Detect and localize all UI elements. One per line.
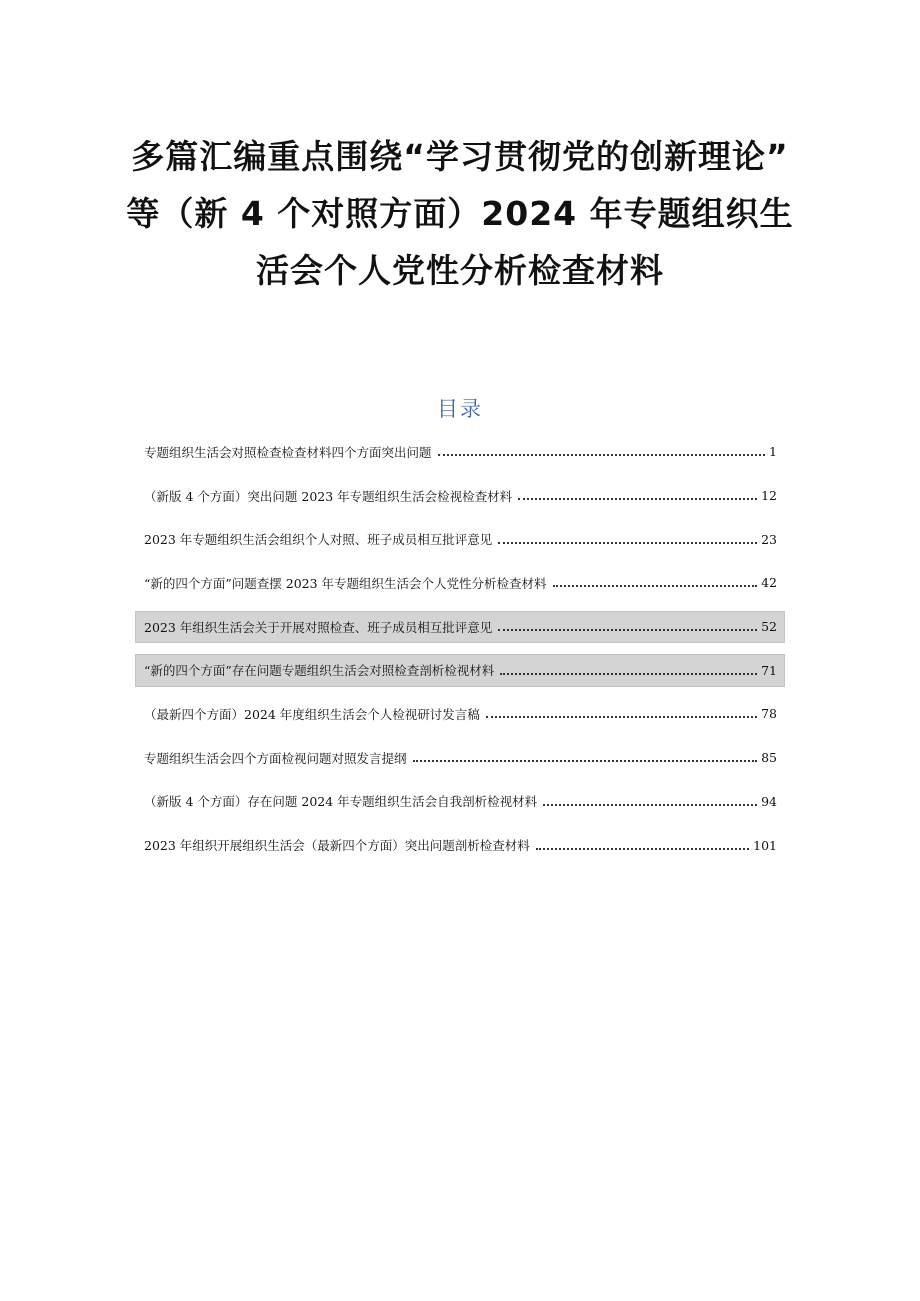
toc-entry-page: 23 <box>761 531 777 547</box>
toc-entry-title: 专题组织生活会对照检查检查材料四个方面突出问题 <box>144 444 432 460</box>
toc-dot-leader <box>536 847 749 850</box>
toc-entry[interactable] <box>135 430 785 474</box>
toc-entry[interactable] <box>135 474 785 518</box>
toc-entry-title: “新的四个方面”存在问题专题组织生活会对照检查剖析检视材料 <box>144 663 495 679</box>
toc-dot-leader <box>518 497 757 500</box>
title-line-2: 等（新 4 个对照方面）2024 年专题组织生 <box>126 194 794 233</box>
toc-dot-leader <box>413 759 758 762</box>
toc-entry-title: 2023 年组织生活会关于开展对照检查、班子成员相互批评意见 <box>144 619 493 635</box>
title-line-1: 多篇汇编重点围绕“学习贯彻党的创新理论” <box>131 137 789 176</box>
toc-entry-page: 71 <box>761 662 777 678</box>
toc-entry[interactable] <box>135 561 785 605</box>
toc-entry-page: 101 <box>753 837 777 853</box>
title-line-3: 活会个人党性分析检查材料 <box>256 251 664 290</box>
toc-entry-title: （新版 4 个方面）存在问题 2024 年专题组织生活会自我剖析检视材料 <box>144 794 538 810</box>
toc-dot-leader <box>438 453 766 456</box>
toc-dot-leader <box>500 672 757 675</box>
toc-heading: 目录 <box>437 397 483 421</box>
toc-entry-page: 94 <box>761 793 777 809</box>
table-of-contents <box>135 430 785 867</box>
toc-entry-title: 专题组织生活会四个方面检视问题对照发言提纲 <box>144 750 407 766</box>
toc-entry[interactable] <box>135 736 785 780</box>
toc-entry-title: 2023 年专题组织生活会组织个人对照、班子成员相互批评意见 <box>144 532 493 548</box>
toc-entry-highlighted[interactable] <box>135 648 785 692</box>
toc-dot-leader <box>486 715 757 718</box>
toc-dot-leader <box>498 628 757 631</box>
toc-entry[interactable] <box>135 517 785 561</box>
toc-entry[interactable] <box>135 823 785 867</box>
toc-entry[interactable] <box>135 692 785 736</box>
toc-entry-title: （最新四个方面）2024 年度组织生活会个人检视研讨发言稿 <box>144 706 480 722</box>
toc-dot-leader <box>553 584 758 587</box>
toc-dot-leader <box>498 541 757 544</box>
toc-entry-page: 1 <box>769 444 777 460</box>
toc-entry[interactable] <box>135 780 785 824</box>
toc-entry-highlighted[interactable] <box>135 605 785 649</box>
toc-entry-page: 52 <box>761 619 777 635</box>
toc-entry-page: 78 <box>761 706 777 722</box>
toc-entry-page: 12 <box>761 488 777 504</box>
toc-entry-title: “新的四个方面”问题查摆 2023 年专题组织生活会个人党性分析检查材料 <box>144 575 547 591</box>
toc-entry-page: 85 <box>761 750 777 766</box>
toc-dot-leader <box>543 803 757 806</box>
document-title <box>40 128 880 299</box>
toc-entry-title: 2023 年组织开展组织生活会（最新四个方面）突出问题剖析检查材料 <box>144 838 530 854</box>
toc-entry-page: 42 <box>761 575 777 591</box>
toc-entry-title: （新版 4 个方面）突出问题 2023 年专题组织生活会检视检查材料 <box>144 488 513 504</box>
